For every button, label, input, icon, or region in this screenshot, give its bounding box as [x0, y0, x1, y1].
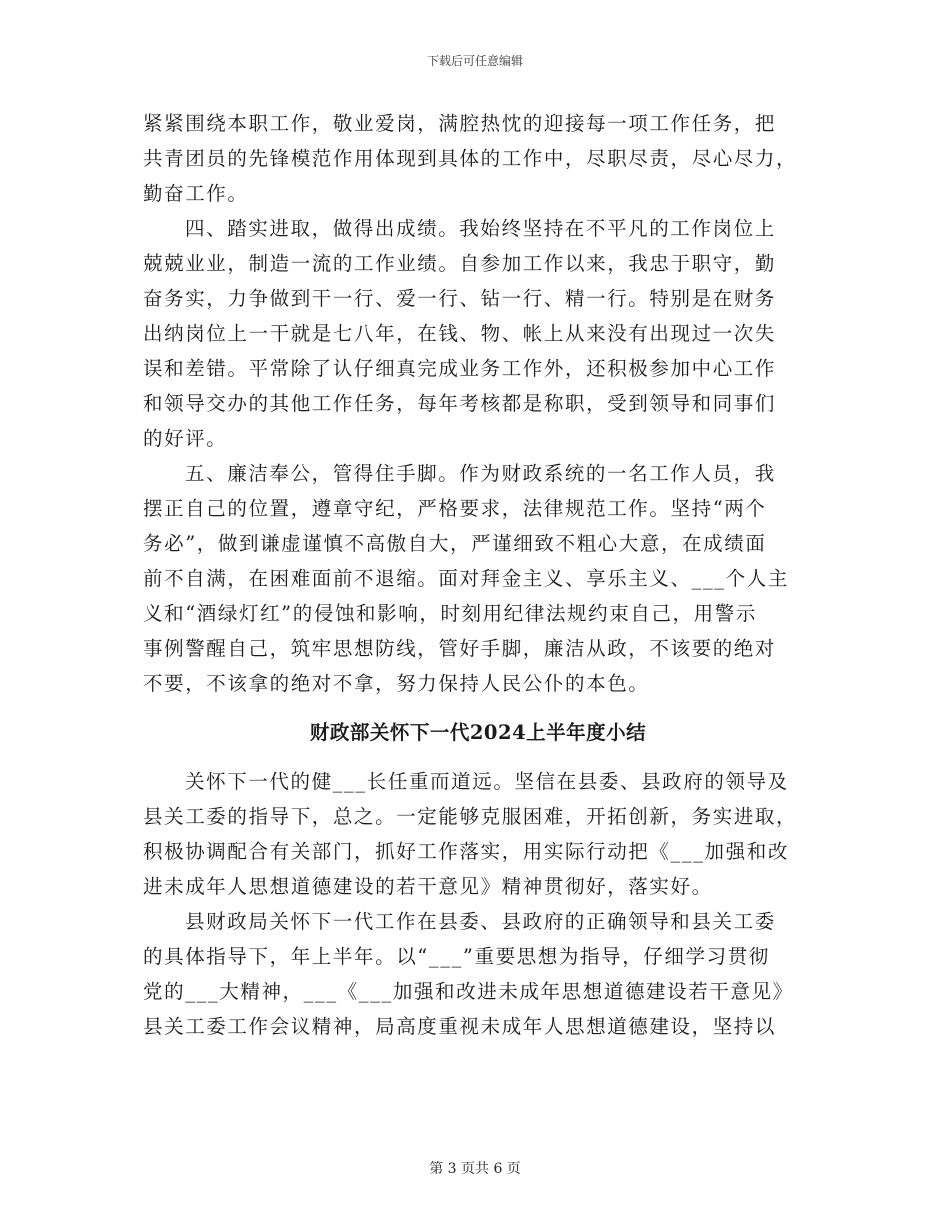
paragraph-line: 紧紧围绕本职工作，敬业爱岗，满腔热忱的迎接每一项工作任务，把 — [143, 112, 777, 135]
paragraph-line: 摆正自己的位置，遵章守纪，严格要求，法律规范工作。坚持“两个 — [143, 497, 767, 520]
paragraph-line: 积极协调配合有关部门，抓好工作落实，用实际行动把《___加强和改 — [143, 840, 789, 863]
paragraph-line: 县关工委的指导下，总之。一定能够克服困难，开拓创新，务实进取， — [143, 805, 798, 828]
paragraph-line: 五、廉洁奉公，管得住手脚。作为财政系统的一名工作人员，我 — [185, 462, 776, 485]
paragraph-line: 县财政局关怀下一代工作在县委、县政府的正确领导和县关工委 — [185, 910, 776, 933]
paragraph-line: 关怀下一代的健___长任重而道远。坚信在县委、县政府的领导及 — [185, 770, 789, 793]
paragraph-line: 事例警醒自己，筑牢思想防线，管好手脚，廉洁从政，不该要的绝对 — [143, 637, 777, 660]
page-header-note: 下载后可任意编辑 — [426, 54, 523, 68]
paragraph-line: 前不自满，在困难面前不退缩。面对拜金主义、享乐主义、___个人主 — [143, 567, 789, 590]
bottom-paragraphs — [143, 764, 813, 1044]
top-paragraphs — [143, 106, 813, 701]
paragraph-line: 共青团员的先锋模范作用体现到具体的工作中，尽职尽责，尽心尽力， — [143, 147, 798, 170]
page-number: 第 3 页共 6 页 — [429, 1161, 521, 1177]
paragraph-line: 出纳岗位上一干就是七八年，在钱、物、帐上从来没有出现过一次失 — [143, 322, 777, 345]
paragraph — [143, 456, 813, 701]
paragraph — [143, 211, 813, 456]
paragraph-line: 和领导交办的其他工作任务，每年考核都是称职，受到领导和同事们 — [143, 392, 777, 415]
paragraph — [143, 904, 813, 1044]
paragraph-line: 党的___大精神，___《___加强和改进未成年思想道德建设若干意见》 — [143, 980, 794, 1003]
paragraph-line: 县关工委工作会议精神，局高度重视未成年人思想道德建设，坚持以 — [143, 1015, 777, 1038]
section-title: 财政部关怀下一代2024上半年度小结 — [309, 721, 647, 744]
paragraph-line: 进未成年人思想道德建设的若干意见》精神贯彻好，落实好。 — [143, 875, 713, 898]
paragraph-line: 不要，不该拿的绝对不拿，努力保持人民公仆的本色。 — [143, 672, 650, 695]
paragraph-line: 勤奋工作。 — [143, 182, 249, 205]
paragraph-line: 兢兢业业，制造一流的工作业绩。自参加工作以来，我忠于职守，勤 — [143, 252, 777, 275]
paragraph-line: 义和“酒绿灯红”的侵蚀和影响，时刻用纪律法规约束自己，用警示 — [143, 602, 757, 625]
paragraph — [143, 764, 813, 904]
paragraph-line: 的具体指导下，年上半年。以“___”重要思想为指导，仔细学习贯彻 — [143, 945, 770, 968]
paragraph-line: 的好评。 — [143, 427, 228, 450]
paragraph-line: 四、踏实进取，做得出成绩。我始终坚持在不平凡的工作岗位上 — [185, 217, 776, 240]
paragraph-line: 误和差错。平常除了认仔细真完成业务工作外，还积极参加中心工作 — [143, 357, 777, 380]
document-body — [143, 106, 813, 1044]
paragraph-line: 奋务实，力争做到干一行、爱一行、钻一行、精一行。特别是在财务 — [143, 287, 777, 310]
paragraph — [143, 106, 813, 211]
paragraph-line: 务必”，做到谦虚谨慎不高傲自大，严谨细致不粗心大意，在成绩面 — [143, 532, 767, 555]
